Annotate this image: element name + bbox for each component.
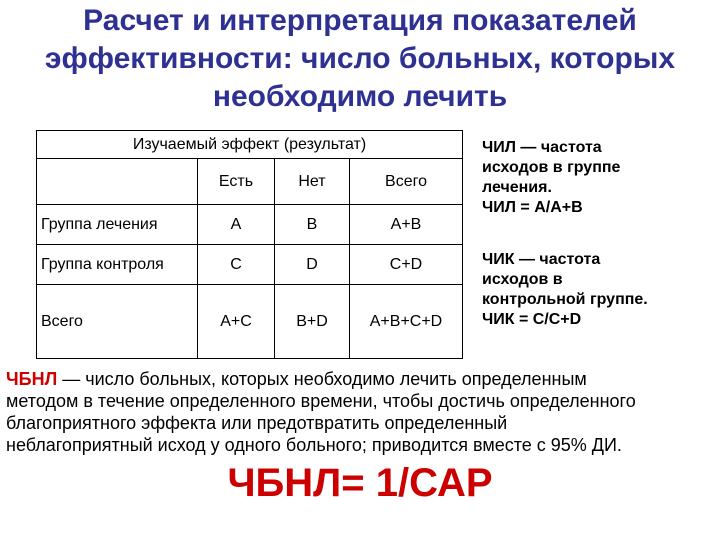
title-line-2: эффективности: число больных, которых [44,42,676,75]
chik-line: ЧИК — частота [482,251,601,268]
chil-line: ЧИЛ = А/А+В [482,199,583,216]
definition-text: — число больных, которых необходимо лечить определенным [57,369,587,389]
table-cell: B [275,205,350,245]
chil-line: исходов в группе [482,159,621,176]
title-line-3: необходимо лечить [212,80,508,113]
definition-line [6,368,718,390]
table-cell: D [275,245,350,285]
chik-line: контрольной группе. [482,291,648,308]
chik-line: исходов в [482,271,563,288]
table-column-row [37,159,463,205]
table-row [37,285,463,359]
row-label: Группа лечения [37,205,198,245]
table-cell: A [198,205,275,245]
row-label: Группа контроля [37,245,198,285]
table-header: Изучаемый эффект (результат) [37,131,463,159]
page-title [0,2,720,116]
contingency-table [36,130,463,359]
table-cell: B+D [275,285,350,359]
column-header: Нет [275,159,350,205]
table-row [37,245,463,285]
chil-line: лечения. [482,179,552,196]
table-cell: A+B+C+D [350,285,463,359]
table-cell: A+C [198,285,275,359]
table-cell: C+D [350,245,463,285]
table-cell: A+B [350,205,463,245]
definition-line: неблагоприятный исход у одного больного; приводится вместе с 95% ДИ. [6,435,622,455]
definition-line: благоприятного эффекта или предотвратить определенный [6,413,508,433]
column-header: Всего [350,159,463,205]
definition-term: ЧБНЛ [6,369,58,389]
chil-line: ЧИЛ — частота [482,139,602,156]
row-label: Всего [37,285,198,359]
table-corner-cell [37,159,198,205]
definition-paragraph [6,368,718,456]
column-header: Есть [198,159,275,205]
chil-note [482,138,712,218]
formula: ЧБНЛ= 1/САР [227,461,493,505]
title-line-1: Расчет и интерпретация показателей [83,4,637,37]
table-cell: C [198,245,275,285]
table-header-row [37,131,463,159]
table-row [37,205,463,245]
chik-line: ЧИК = С/С+D [482,311,582,328]
chik-note [482,250,712,330]
definition-line: методом в течение определенного времени, чтобы достичь определенного [6,391,636,411]
